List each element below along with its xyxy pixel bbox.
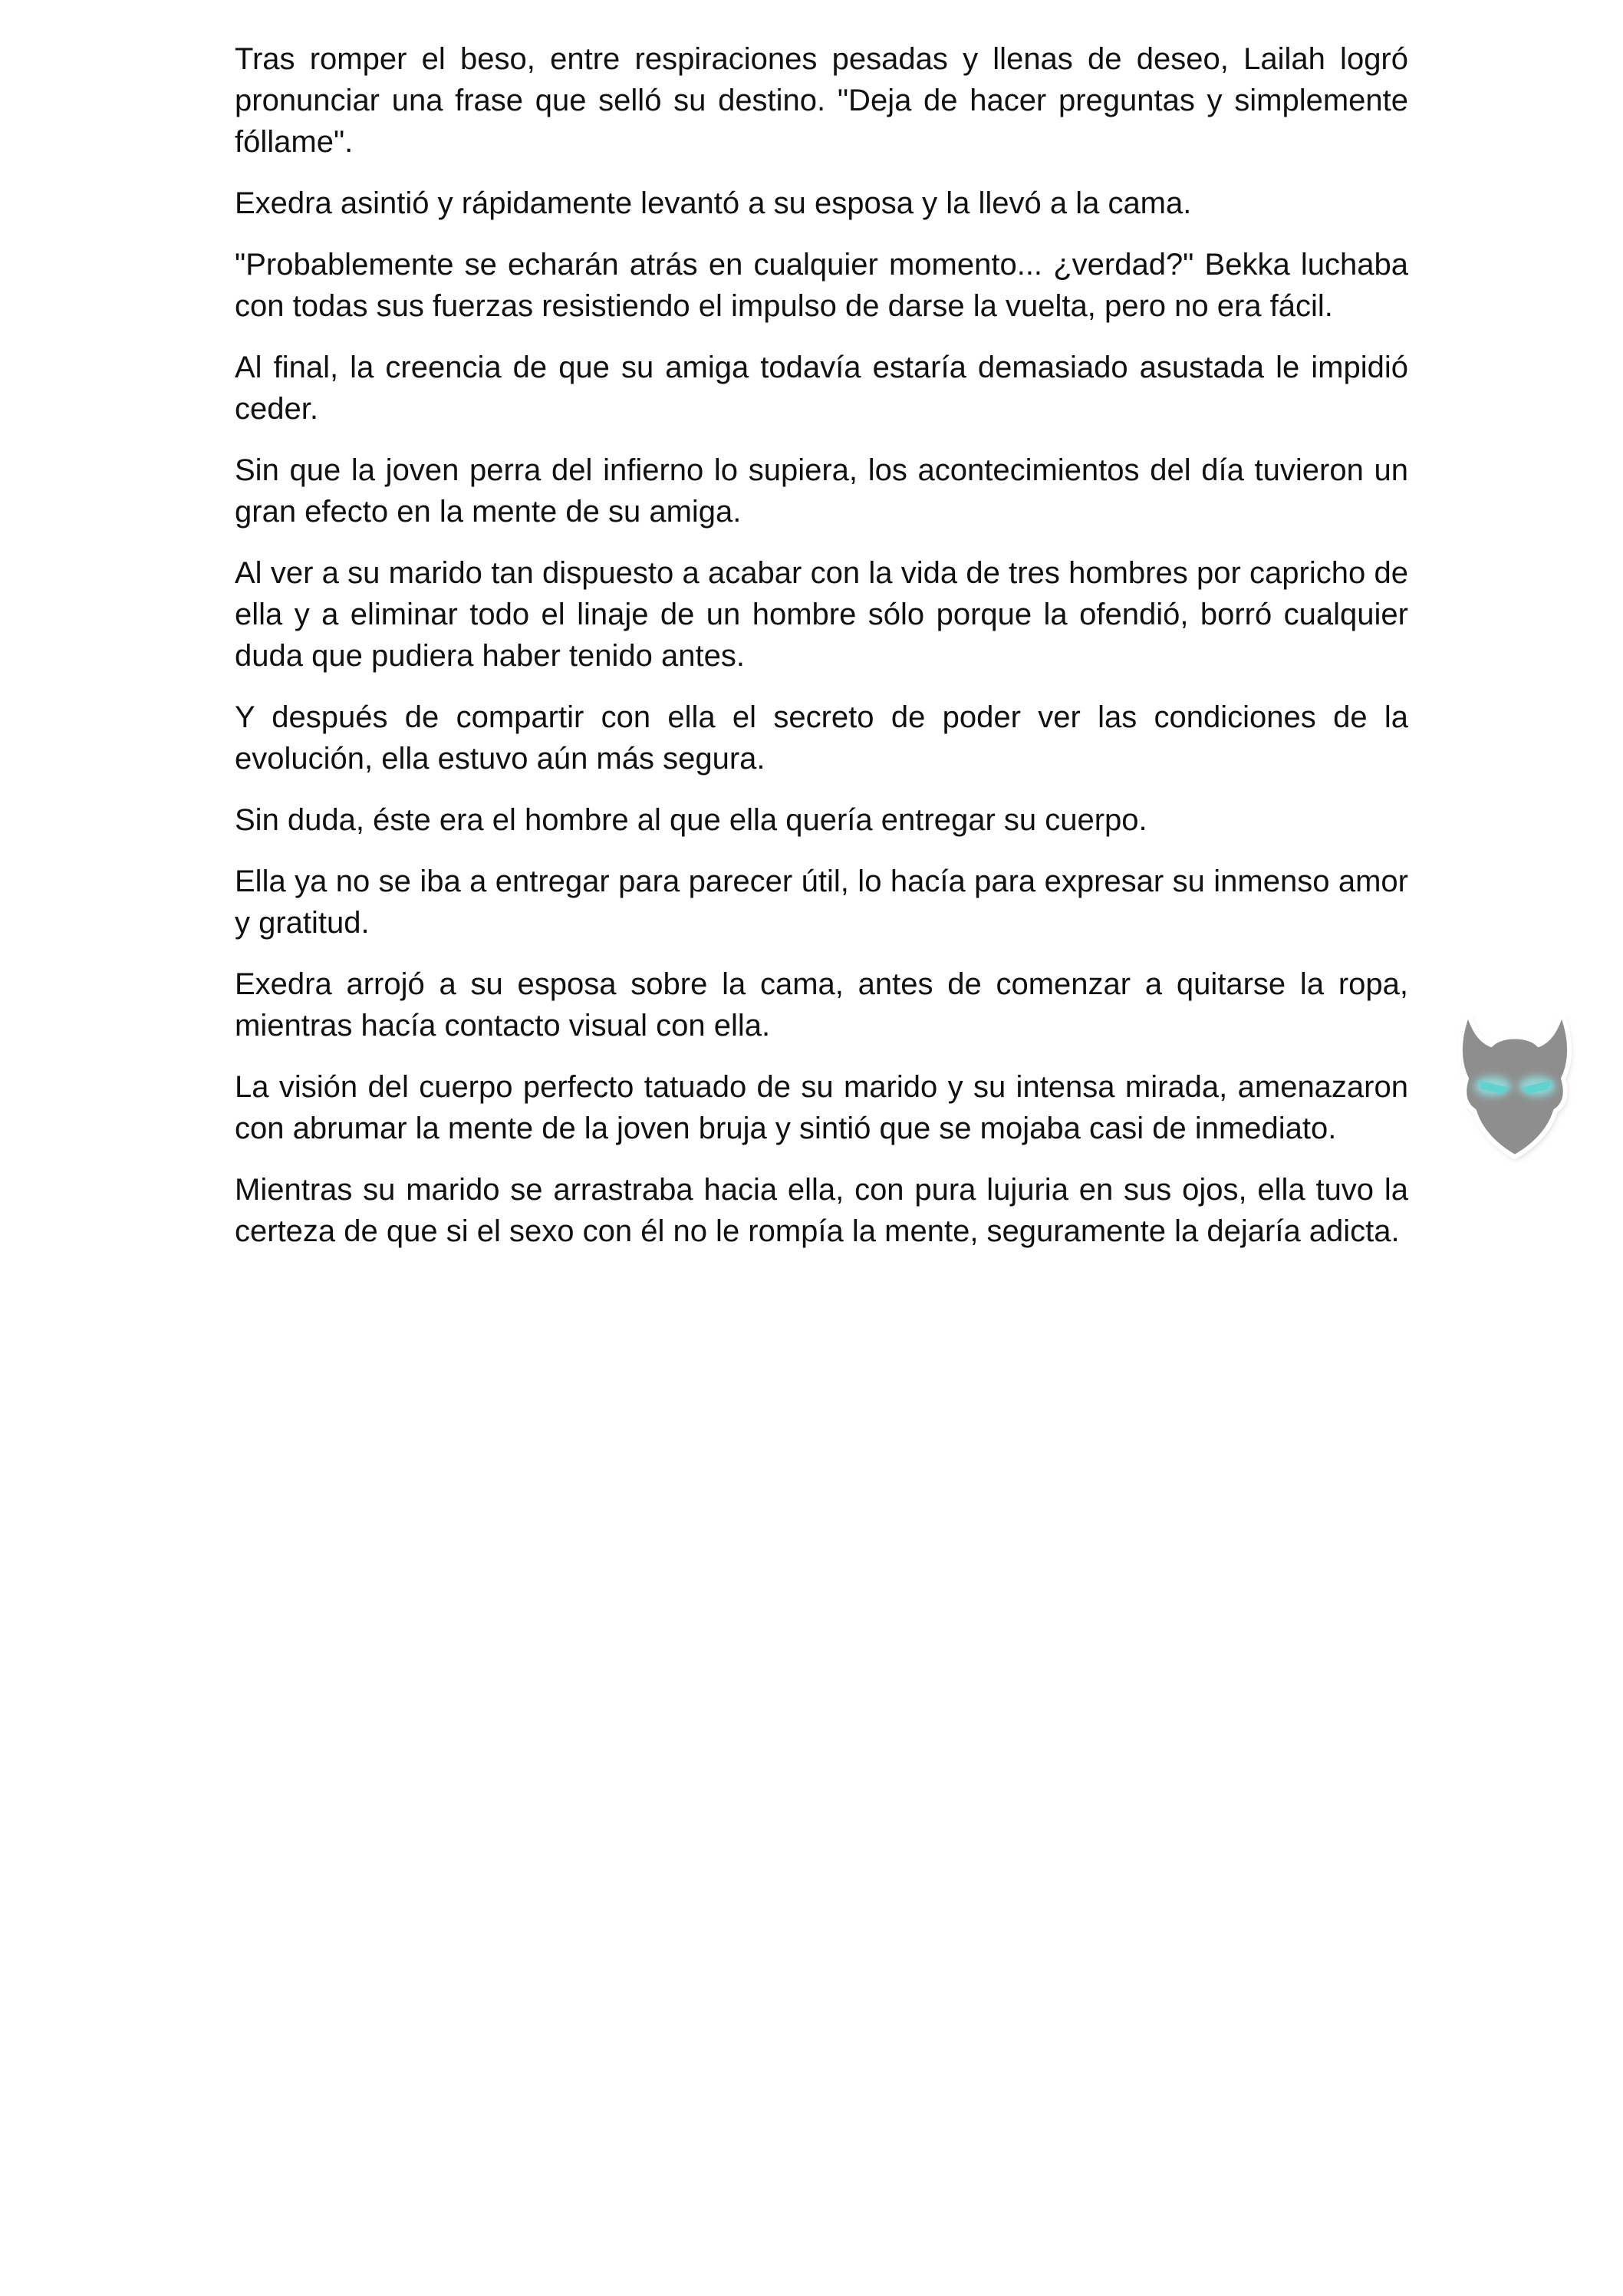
- paragraph-7: Y después de compartir con ella el secreto de poder ver las condiciones de la evolución, ella estuvo aún más segura.: [235, 700, 1408, 776]
- paragraph-8: Sin duda, éste era el hombre al que ella quería entregar su cuerpo.: [235, 803, 1147, 837]
- paragraph-2: Exedra asintió y rápidamente levantó a su esposa y la llevó a la cama.: [235, 186, 1192, 220]
- paragraph-5: Sin que la joven perra del infierno lo supiera, los acontecimientos del día tuvieron un gran efecto en la mente de su amiga.: [235, 453, 1408, 529]
- paragraph-1: Tras romper el beso, entre respiraciones pesadas y llenas de deseo, Lailah logró pronunciar una frase que selló su destino. "Deja de hacer preguntas y simplemente fóllame".: [235, 42, 1408, 159]
- paragraph-4: Al final, la creencia de que su amiga todavía estaría demasiado asustada le impidió ceder.: [235, 351, 1408, 426]
- paragraph-9: Ella ya no se iba a entregar para parecer útil, lo hacía para expresar su inmenso amor y gratitud.: [235, 865, 1408, 940]
- demon-head-watermark: [1440, 996, 1589, 1164]
- paragraph-6: Al ver a su marido tan dispuesto a acabar con la vida de tres hombres por capricho de ella y a eliminar todo el linaje de un hombre sólo porque la ofendió, borró cualquier duda que pudiera haber tenido antes.: [235, 556, 1408, 673]
- paragraph-3: "Probablemente se echarán atrás en cualquier momento... ¿verdad?" Bekka luchaba con todas sus fuerzas resistiendo el impulso de darse la vuelta, pero no era fácil.: [235, 248, 1408, 323]
- paragraph-10: Exedra arrojó a su esposa sobre la cama, antes de comenzar a quitarse la ropa, mientras hacía contacto visual con ella.: [235, 967, 1408, 1043]
- paragraph-12: Mientras su marido se arrastraba hacia ella, con pura lujuria en sus ojos, ella tuvo la certeza de que si el sexo con él no le rompía la mente, seguramente la dejaría adicta.: [235, 1173, 1408, 1248]
- demon-head-icon: [1440, 996, 1589, 1164]
- document-body: [235, 38, 1408, 1272]
- paragraph-11: La visión del cuerpo perfecto tatuado de su marido y su intensa mirada, amenazaron con abrumar la mente de la joven bruja y sintió que se mojaba casi de inmediato.: [235, 1070, 1408, 1145]
